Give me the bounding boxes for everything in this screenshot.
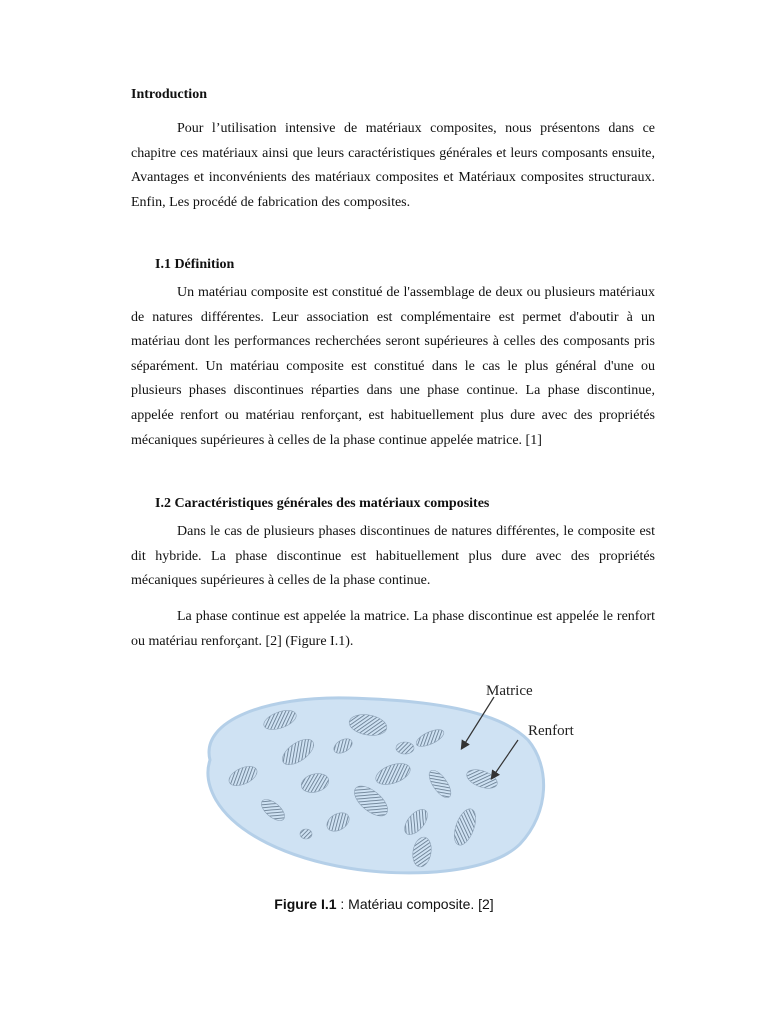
reinforcement-particle bbox=[396, 742, 414, 754]
section-characteristics-paragraph-2: La phase continue est appelée la matrice. La phase discontinue est appelée le renfort ou matériau renforçant. [2] (Figure I.1). bbox=[131, 609, 655, 649]
section-characteristics-heading: I.2 Caractéristiques générales des matériaux composites bbox=[155, 496, 490, 511]
introduction-heading: Introduction bbox=[131, 87, 207, 102]
section-definition-heading: I.1 Définition bbox=[155, 257, 235, 272]
section-definition-paragraph: Un matériau composite est constitué de l'assemblage de deux ou plusieurs matériaux de natures différentes. Leur association est complémentaire est permet d'aboutir à un matériau dont les performances recherchées seront supérieures à celles des composants pris séparément. Un matériau composite est constitué dans le cas le plus général d'une ou plusieurs phases discontinues réparties dans une phase continue. La phase discontinue, appelée renfort ou matériau renforçant, est habituellement plus dure avec des propriétés mécaniques supérieures à celles de la phase continue appelée matrice. [1] bbox=[131, 285, 655, 448]
figure-caption bbox=[0, 896, 768, 912]
figure-caption-text: : Matériau composite. [2] bbox=[336, 896, 494, 912]
composite-material-figure bbox=[198, 672, 598, 880]
reinforcement-particle bbox=[300, 829, 312, 839]
introduction-paragraph: Pour l’utilisation intensive de matériaux composites, nous présentons dans ce chapitre ces matériaux ainsi que leurs caractéristiques générales et leurs composants ensuite, Avantages et inconvénients des matériaux composites et Matériaux composites structuraux. Enfin, Les procédé de fabrication des composites. bbox=[131, 121, 655, 210]
renfort-label: Renfort bbox=[528, 723, 574, 739]
section-characteristics-paragraph-1: Dans le cas de plusieurs phases discontinues de natures différentes, le composite est dit hybride. La phase discontinue est habituellement plus dure avec des propriétés mécaniques supérieures à celles de la phase continue. bbox=[131, 524, 655, 589]
figure-caption-label: Figure I.1 bbox=[274, 896, 337, 912]
matrice-label: Matrice bbox=[486, 683, 533, 699]
